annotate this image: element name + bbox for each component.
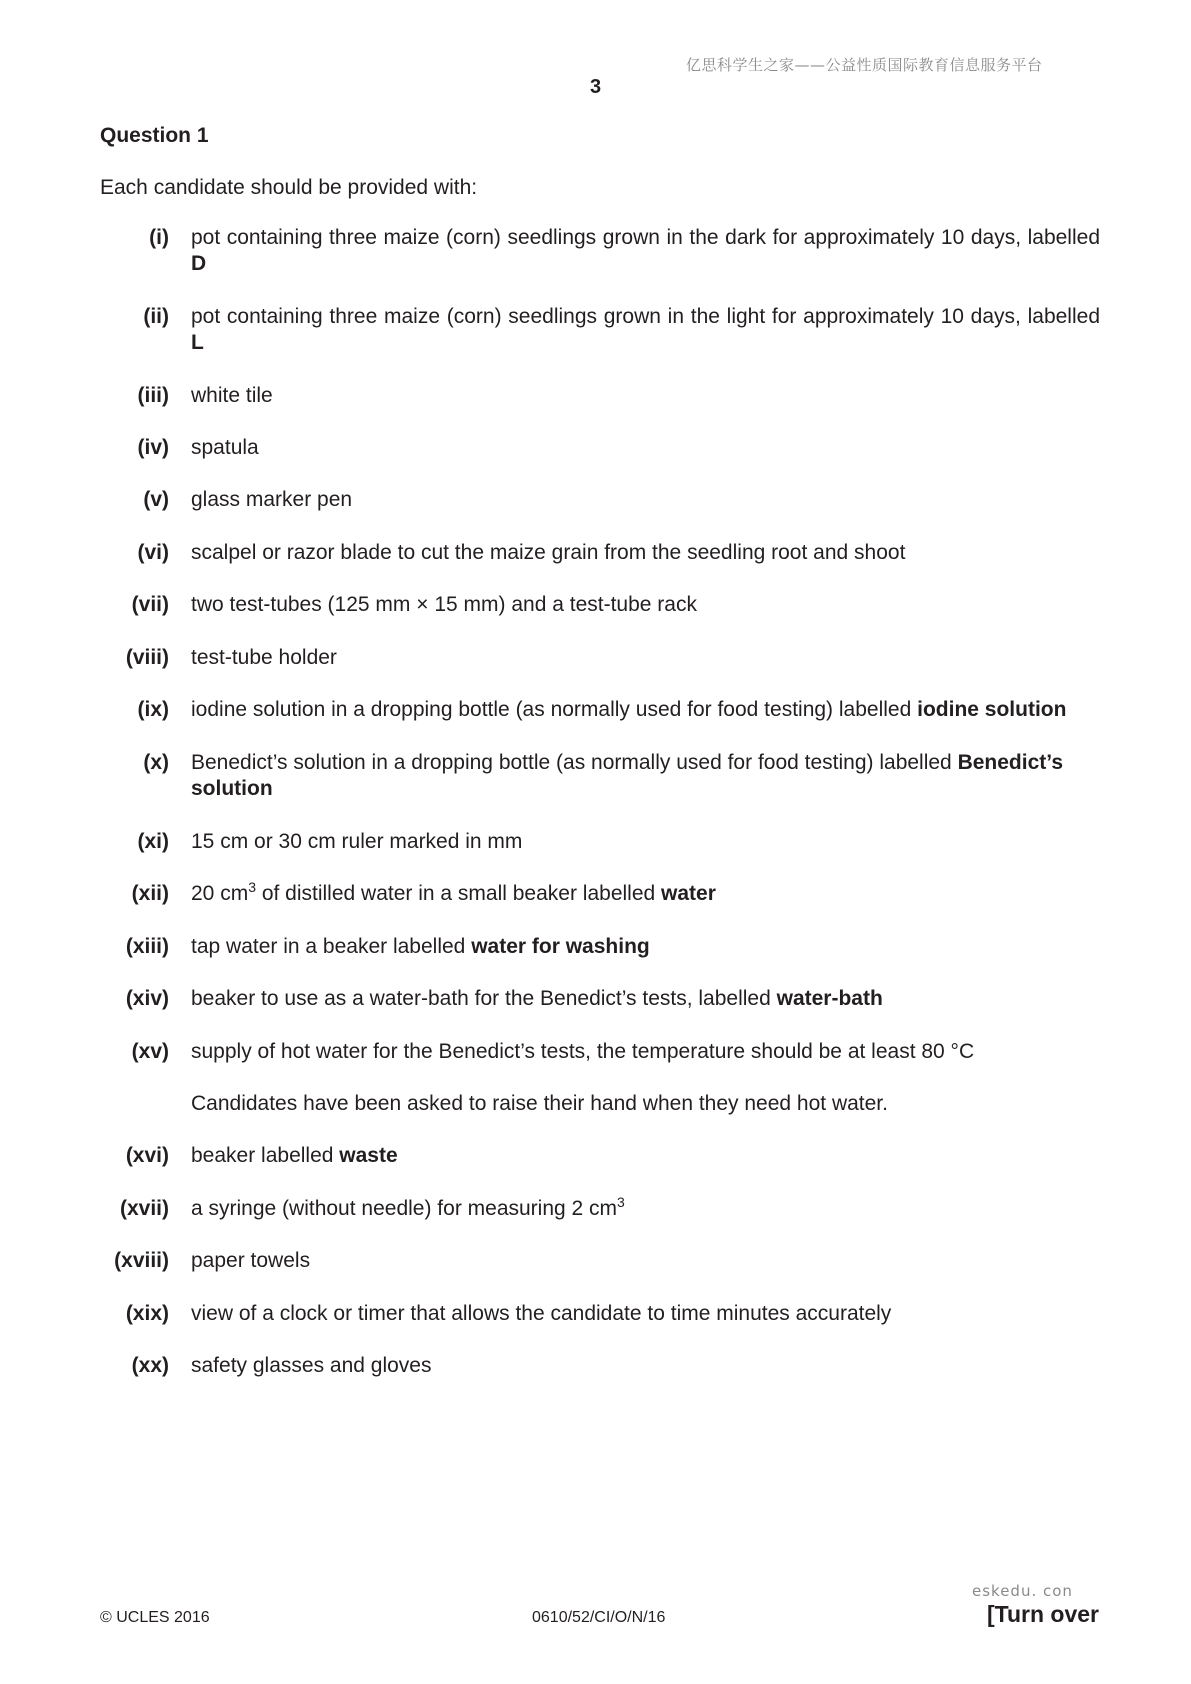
item-number: (xix) bbox=[125, 1302, 169, 1325]
item-text: supply of hot water for the Benedict’s tests, the temperature should be at least 80 °C bbox=[191, 1040, 975, 1063]
item-text: safety glasses and gloves bbox=[191, 1354, 432, 1377]
item-number: (xviii) bbox=[114, 1249, 169, 1272]
watermark-text: 亿思科学生之家——公益性质国际教育信息服务平台 bbox=[686, 56, 1043, 74]
item-text: Candidates have been asked to raise their hand when they need hot water. bbox=[191, 1092, 888, 1115]
page-number: 3 bbox=[589, 76, 602, 98]
item-text: test-tube holder bbox=[191, 646, 337, 669]
item-number: (ii) bbox=[143, 305, 169, 328]
item-number: (x) bbox=[143, 751, 169, 774]
question-title: Question 1 bbox=[100, 124, 209, 147]
item-number: (xiii) bbox=[125, 935, 169, 958]
item-text: tap water in a beaker labelled water for washing bbox=[191, 935, 650, 958]
item-text: white tile bbox=[191, 384, 273, 407]
item-number: (viii) bbox=[125, 646, 169, 669]
item-text: beaker to use as a water-bath for the Benedict’s tests, labelled water-bath bbox=[191, 987, 883, 1010]
item-text: spatula bbox=[191, 436, 259, 459]
item-text: glass marker pen bbox=[191, 488, 353, 511]
item-number: (vii) bbox=[131, 593, 169, 616]
item-text: view of a clock or timer that allows the candidate to time minutes accurately bbox=[191, 1302, 892, 1325]
item-number: (xii) bbox=[131, 882, 169, 905]
turn-over-label: [Turn over bbox=[986, 1601, 1099, 1627]
item-text: 20 $cm^3$ of distilled water in a small beaker labelled water bbox=[191, 879, 716, 905]
item-text: two test-tubes (125 mm × 15 mm) and a test-tube rack bbox=[191, 593, 697, 616]
item-number: (xvi) bbox=[125, 1144, 169, 1167]
item-text: a syringe (without needle) for measuring 2 $cm^3$ bbox=[191, 1194, 625, 1220]
item-text: paper towels bbox=[191, 1249, 311, 1272]
item-number: (xvii) bbox=[119, 1197, 169, 1220]
item-number: (xi) bbox=[137, 830, 169, 853]
item-text: pot containing three maize (corn) seedlings grown in the light for approximately 10 days, labelled L bbox=[191, 305, 1100, 354]
item-number: (vi) bbox=[137, 541, 169, 564]
footer-site-text: eskedu. con bbox=[972, 1582, 1073, 1600]
item-number: (iv) bbox=[137, 436, 169, 459]
item-number: (xx) bbox=[131, 1354, 169, 1377]
item-text: Benedict’s solution in a dropping bottle (as normally used for food testing) labelled Benedict’s solution bbox=[191, 751, 1063, 800]
item-text: pot containing three maize (corn) seedlings grown in the dark for approximately 10 days, labelled D bbox=[191, 226, 1100, 275]
item-number: (ix) bbox=[137, 698, 169, 721]
item-number: (xiv) bbox=[125, 987, 169, 1010]
item-text: scalpel or razor blade to cut the maize grain from the seedling root and shoot bbox=[191, 541, 906, 564]
item-text: beaker labelled waste bbox=[191, 1144, 398, 1167]
item-text: 15 cm or 30 cm ruler marked in mm bbox=[191, 830, 523, 853]
footer-paper-code: 0610/52/CI/O/N/16 bbox=[532, 1609, 666, 1626]
item-text: iodine solution in a dropping bottle (as normally used for food testing) labelled iodine solution bbox=[191, 698, 1067, 721]
item-number: (xv) bbox=[131, 1040, 169, 1063]
item-number: (iii) bbox=[137, 384, 169, 407]
item-number: (i) bbox=[149, 226, 169, 249]
footer-copyright: © UCLES 2016 bbox=[100, 1609, 210, 1626]
intro-text: Each candidate should be provided with: bbox=[100, 176, 478, 199]
item-number: (v) bbox=[143, 488, 169, 511]
